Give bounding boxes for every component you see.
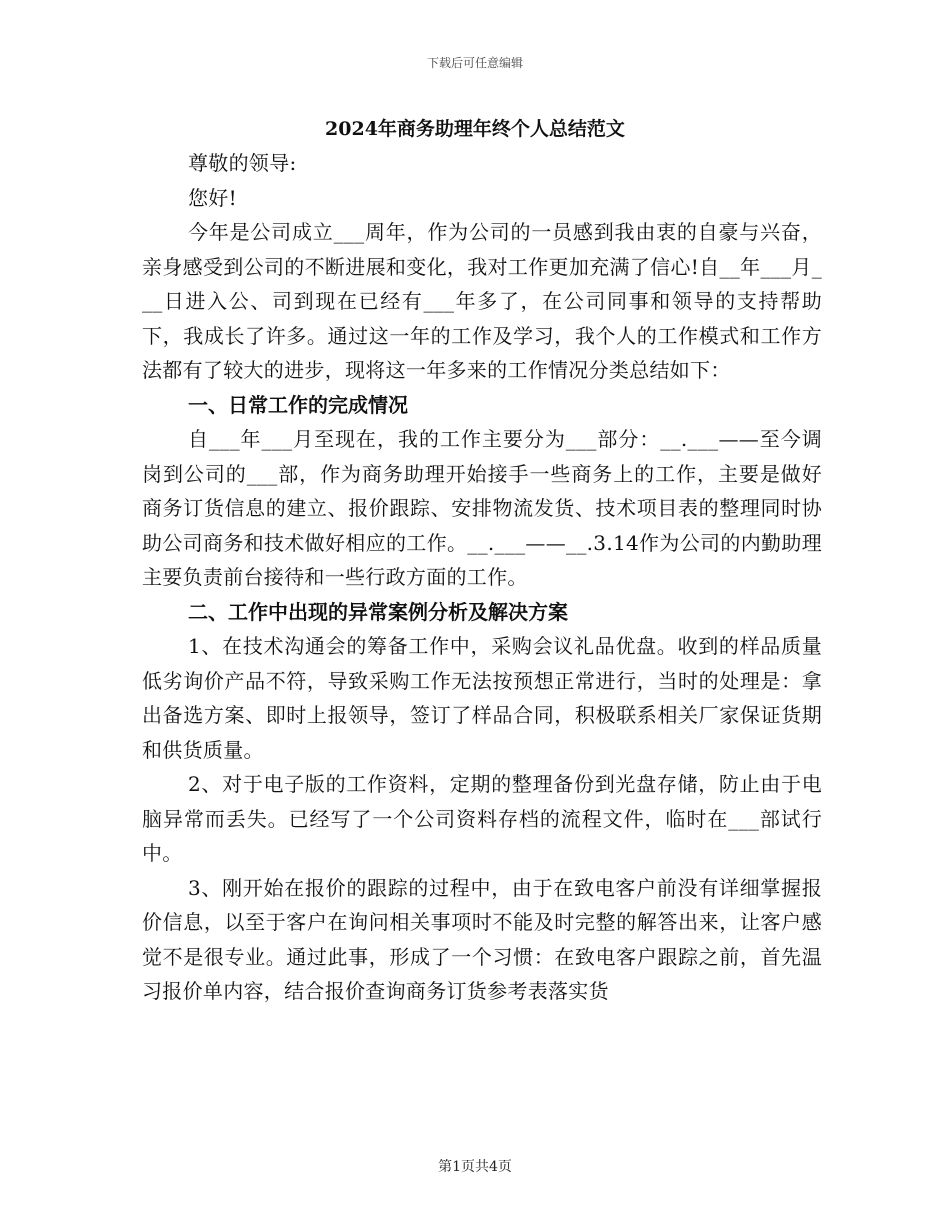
daily-work-paragraph: 自___年___月至现在，我的工作主要分为___部分：__.___——至今调岗到公司的___部，作为商务助理开始接手一些商务上的工作，主要是做好商务订货信息的建立、报价跟踪、安排物流发货、技术项目表的整理同时协助公司商务和技术做好相应的工作。__.___——__.3.14作为公司的内勤助理主要负责前台接待和一些行政方面的工作。 (142, 427, 822, 589)
salutation: 尊敬的领导: (188, 151, 297, 175)
greeting: 您好! (188, 185, 237, 210)
intro-paragraph: 今年是公司成立___周年，作为公司的一员感到我由衷的自豪与兴奋，亲身感受到公司的不断进展和变化，我对工作更加充满了信心!自__年___月___日进入公、司到现在已经有___年多了，在公司同事和领导的支持帮助下，我成长了许多。通过这一年的工作及学习，我个人的工作模式和工作方法都有了较大的进步，现将这一年多来的工作情况分类总结如下： (142, 220, 822, 382)
case-paragraph-1: 1、在技术沟通会的筹备工作中，采购会议礼品优盘。收到的样品质量低劣询价产品不符，导致采购工作无法按预想正常进行，当时的处理是：拿出备选方案、即时上报领导，签订了样品合同，积极联系相关厂家保证货期和供货质量。 (142, 634, 822, 762)
document-body (142, 146, 822, 1009)
page-number: 第1页共4页 (438, 1159, 512, 1175)
section-heading-daily-work: 一、日常工作的完成情况 (188, 392, 408, 417)
section-heading-case-analysis: 二、工作中出现的异常案例分析及解决方案 (188, 599, 568, 624)
case-paragraph-2: 2、对于电子版的工作资料，定期的整理备份到光盘存储，防止由于电脑异常而丢失。已经写了一个公司资料存档的流程文件，临时在___部试行中。 (142, 772, 822, 865)
case-paragraph-3: 3、刚开始在报价的跟踪的过程中，由于在致电客户前没有详细掌握报价信息，以至于客户在询问相关事项时不能及时完整的解答出来，让客户感觉不是很专业。通过此事，形成了一个习惯：在致电客户跟踪之前，首先温习报价单内容，结合报价查询商务订货参考表落实货 (142, 875, 822, 1003)
header-note: 下载后可任意编辑 (426, 56, 523, 70)
document-title: 2024年商务助理年终个人总结范文 (325, 118, 625, 140)
